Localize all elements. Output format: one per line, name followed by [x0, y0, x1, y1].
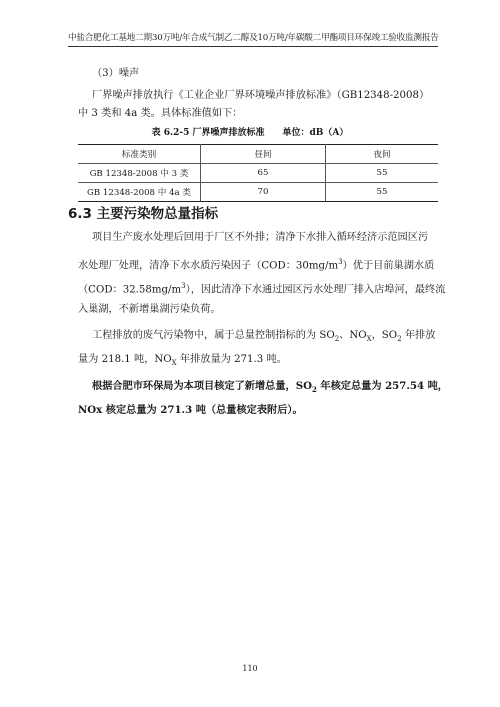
table-cell: GB 12348-2008 中 3 类 [78, 164, 201, 183]
superscript: 3 [181, 282, 186, 290]
table-cell: GB 12348-2008 中 4a 类 [78, 183, 201, 202]
page-number: 110 [242, 664, 258, 673]
wastewater-paragraph-line-4: 入巢湖，不新增巢湖污染负荷。 [78, 304, 221, 315]
text-run: 工程排放的废气污染物中，属于总量控制指标的为 SO [92, 330, 335, 341]
table-cell: 65 [201, 164, 326, 183]
wastewater-paragraph-line-1: 项目生产废水处理后回用于厂区不外排；清净下水排入循环经济示范园区污 [92, 232, 429, 243]
subscript: 2 [334, 335, 340, 344]
header-divider [68, 46, 438, 47]
table-header-row [78, 145, 438, 164]
superscript: 3 [338, 258, 343, 266]
quota-paragraph-line-2: NOx 核定总量为 271.3 吨（总量核定表附后）。 [78, 404, 303, 416]
subscript: 2 [397, 335, 402, 344]
text-run: 、NO [339, 330, 367, 341]
text-run: 年排放 [401, 330, 436, 341]
running-header: 中盐合肥化工基地二期30万吨/年合成气制乙二醇及10万吨/年碳酸二甲酯项目环保竣工验收监测报告 [68, 33, 439, 43]
text-run: 年核定总量为 257.54 吨， [316, 380, 448, 392]
column-header-nighttime: 夜间 [326, 145, 439, 164]
table-row [78, 164, 438, 183]
emissions-paragraph-line-1 [92, 324, 452, 351]
text-run: 水处理厂处理，清净下水水质污染因子（COD：30mg/m [78, 260, 339, 272]
table-caption: 表 6.2-5 厂界噪声排放标准 单位：dB（A） [151, 128, 349, 138]
emissions-paragraph-line-2 [78, 348, 438, 375]
table-cell: 70 [201, 183, 326, 202]
noise-standard-table [78, 144, 438, 202]
table-cell: 55 [326, 164, 439, 183]
text-run: （COD：32.58mg/m [78, 284, 182, 296]
noise-text-line-2: 中 3 类和 4a 类。具体标准值如下： [78, 108, 243, 119]
text-run: 量为 218.1 吨，NO [78, 354, 172, 365]
column-header-daytime: 昼间 [201, 145, 326, 164]
subscript: 2 [311, 385, 317, 395]
subscript: X [171, 359, 177, 368]
column-header-category: 标准类别 [78, 145, 201, 164]
text-run: 年排放量为 271.3 吨。 [176, 354, 287, 365]
text-run: ），因此清净下水通过园区污水处理厂排入店埠河，最终流 [185, 284, 446, 296]
text-run: 根据合肥市环保局为本项目核定了新增总量，SO [92, 380, 312, 392]
subscript: X [366, 335, 372, 344]
text-run: ，SO [371, 330, 398, 341]
noise-heading: （3）噪声 [92, 68, 140, 79]
section-title: 6.3 主要污染物总量指标 [68, 206, 219, 222]
table-row [78, 183, 438, 202]
noise-text-line-1: 厂界噪声排放执行《工业企业厂界环境噪声排放标准》（GB12348-2008） [92, 90, 430, 101]
table-cell: 55 [326, 183, 439, 202]
text-run: ）优于目前巢湖水质 [342, 260, 435, 272]
